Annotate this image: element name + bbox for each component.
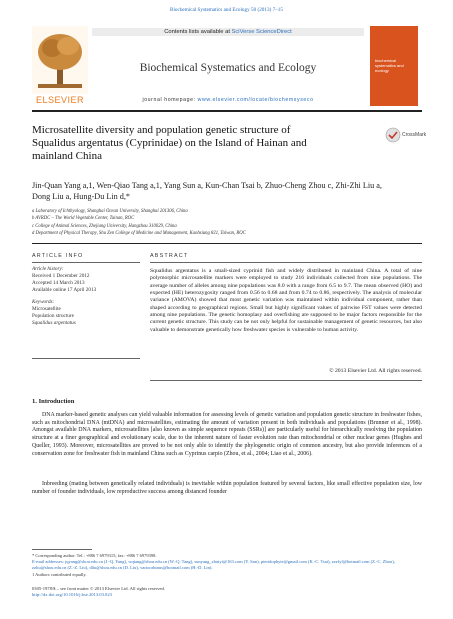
abstract-bottom-rule	[150, 380, 422, 381]
affiliation-divider	[32, 243, 422, 244]
crossmark-label: CrossMark	[402, 132, 427, 138]
email-addresses[interactable]: E-mail addresses: jqyang@shou.edu.cn (J.-Q. Yang), wqtang@shou.edu.cn (W.-Q. Tang), sunyang_zhuiyi@163.com (Y. Sun), ptertdophyte@gmail.com (K.-C. Tsai), zzzfyl@hotmail.com (Z.-C. Zhou), zzliu@shou.edu.cn (Z.-Z. Liu), dliu@shou.edu.cn (D. Liu), varioorbinus@hotmail.com (H.-D. Lin).	[32, 559, 395, 571]
keyword: Population structure	[32, 313, 74, 319]
article-info-bottom-rule	[32, 358, 140, 359]
keyword: Microsatellite	[32, 306, 61, 312]
affiliation-d: d Department of Physical Therapy, Shu Zen College of Medicine and Management, Kaohsiung 821, Taiwan, ROC	[32, 231, 246, 237]
header-divider	[32, 110, 422, 112]
publisher-name: ELSEVIER	[35, 95, 85, 105]
elsevier-logo	[32, 26, 88, 94]
history-online: Available online 17 April 2013	[32, 287, 97, 293]
article-title: Microsatellite diversity and population genetic structure of Squalidus argentatus (Cyprinidae) on the Island of Hainan and mainland China	[32, 124, 307, 162]
abstract-rule	[150, 262, 422, 263]
equal-contribution-note: 1 Authors contributed equally.	[32, 571, 87, 577]
intro-paragraph-2: Inbreeding (mating between genetically related individuals) is inevitable within population featured by several factors, like small effective population size, low number of founder individuals, low reproductive success among distanced founder	[32, 481, 422, 495]
issn-line: 0305-1978/$ – see front matter © 2013 Elsevier Ltd. All rights reserved.	[32, 586, 165, 591]
abstract-text: Squalidus argentatus is a small-sized cyprinid fish and widely distributed in mainland China. A total of nine polymorphic microsatellite markers were employed to study 216 individuals collected from nine populations. The average number of alleles among nine populations was 8.0 with a range from 6.5 to 9.7. The mean observed (HO) and expected (HE) heterozygosity ranged from 0.56 to 0.68 and from 0.74 to 0.86, respectively. The analysis of molecular variance (AMOVA) showed that most genetic variation was maintained within individual component, rather than shaped according to geographical regions. Small but highly significant values of pairwise FST values were detected among nine populations. The genetic homoplasy and overfishing are supposed to be major factors responsible for the current genetic structure. This study can be not only helpful for sustainable management of genetic resources, but also valuable to demonstrate genetically how freshwater species is vulnerable to human activity.	[150, 268, 422, 333]
history-received: Received 1 December 2012	[32, 273, 90, 279]
doi-link[interactable]: http://dx.doi.org/10.1016/j.bse.2013.03.023	[32, 592, 112, 598]
abstract-heading: ABSTRACT	[150, 253, 189, 259]
homepage-link[interactable]: www.elsevier.com/locate/biochemsyseco	[197, 97, 314, 103]
keyword: Squalidus argentatus	[32, 320, 76, 326]
affiliation-b: b AVRDC – The World Vegetable Center, Tainan, ROC	[32, 216, 135, 222]
abstract-copyright: © 2013 Elsevier Ltd. All rights reserved.	[329, 368, 422, 374]
keywords-label: Keywords:	[32, 299, 55, 305]
author-list: Jin-Quan Yang a,1, Wen-Qiao Tang a,1, Yang Sun a, Kun-Chan Tsai b, Zhuo-Cheng Zhou c, Zhi-Zhi Liu a, Dong Liu a, Hung-Du Lin d,*	[32, 181, 382, 201]
article-info-heading: ARTICLE INFO	[32, 253, 84, 259]
journal-title: Biochemical Systematics and Ecology	[139, 62, 317, 74]
running-citation[interactable]: Biochemical Systematics and Ecology 50 (2013) 7–15	[170, 7, 283, 13]
cover-title: biochemical systematics and ecology	[375, 58, 404, 73]
affiliations	[32, 208, 422, 238]
sciencedirect-link[interactable]: SciVerse ScienceDirect	[231, 29, 292, 35]
history-accepted: Accepted 14 March 2013	[32, 280, 85, 286]
corresponding-author-note: * Corresponding author. Tel.: +886 7 6979315; fax: +886 7 6979398.	[32, 553, 157, 558]
footnote-rule	[32, 549, 92, 550]
journal-homepage: journal homepage: www.elsevier.com/locate/biochemsyseco	[142, 97, 314, 103]
article-history	[32, 266, 140, 327]
crossmark-badge[interactable]	[385, 126, 425, 146]
article-info-rule	[32, 262, 140, 263]
affiliation-a: a Laboratory of Ichthyology, Shanghai Ocean University, Shanghai 201306, China	[32, 209, 188, 214]
intro-paragraph-1: DNA marker-based genetic analyses can yield valuable information for assessing levels of genetic variation and population genetic structure in freshwater fishes, such as mitochondrial DNA (mtDNA) and microsatellites, estimating the amount of variation present in both individuals and populations (Brunner et al., 1998). Amongst available DNA markers, microsatellites [also known as simple sequence repeats (SSRs)] are particularly useful for hierarchically resolving the population structure at a finer geographical and evolutionary scale, due to the inherent nature of faster evolution rate than mitochondrial or other nuclear genes (Hughes and Queller, 1993). Moreover, microsatellites are proved to be not only able to identify the phylogenetic origin of common ancestry, but also provide inferences of a conservation zone for freshwater fish in mainland China such as Cyprinus carpio (Zhou, et al., 2004; Liao et al., 2006).	[32, 412, 422, 457]
contents-line: Contents lists available at SciVerse ScienceDirect	[92, 28, 364, 36]
front-matter	[32, 586, 422, 599]
footnotes	[32, 553, 422, 578]
history-label: Article history:	[32, 266, 64, 272]
affiliation-c: c College of Animal Sciences, Zhejiang University, Hangzhou 310029, China	[32, 223, 177, 229]
intro-heading: 1. Introduction	[32, 398, 75, 405]
